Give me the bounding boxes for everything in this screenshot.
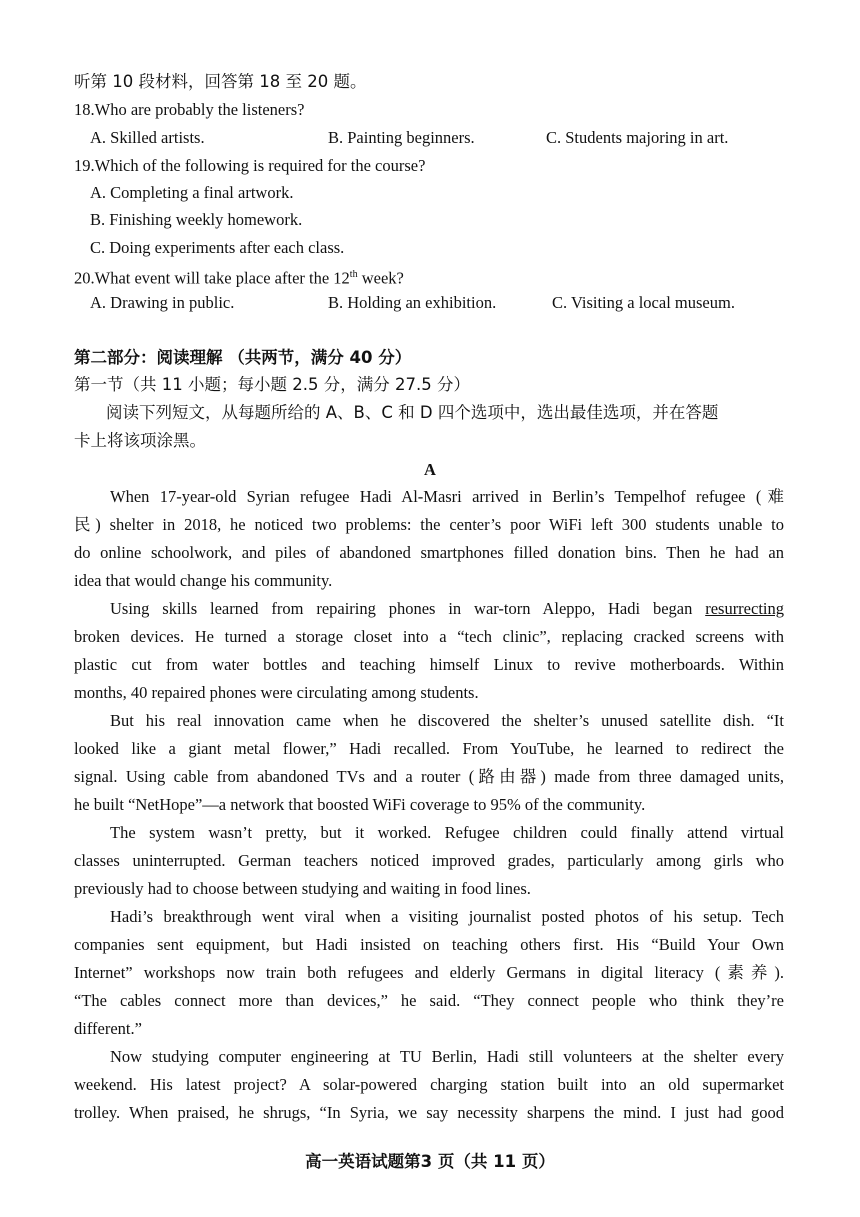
listening-instruction: 听第 10 段材料，回答第 18 至 20 题。 <box>74 72 367 91</box>
question-20-stem-text: 20.What event will take place after the 12 <box>74 268 350 288</box>
paragraph-5-line-1: Hadi’s breakthrough went viral when a visiting journalist posted photos of his setup. Tech <box>110 907 784 926</box>
paragraph-3-line-3: signal. Using cable from abandoned TVs and a router (路由器) made from three damaged units, <box>74 767 784 786</box>
question-18-stem: 18.Who are probably the listeners? <box>74 100 305 119</box>
paragraph-4-line-1: The system wasn’t pretty, but it worked. Refugee children could finally attend virtual <box>110 823 784 842</box>
underlined-word: resurrecting <box>705 599 784 618</box>
question-18-option-c: C. Students majoring in art. <box>546 128 729 147</box>
paragraph-2-line-1 <box>110 599 784 619</box>
paragraph-4-line-2: classes uninterrupted. German teachers noticed improved grades, particularly among girls who <box>74 851 784 870</box>
question-18-option-b: B. Painting beginners. <box>328 128 475 147</box>
paragraph-4-line-3: previously had to choose between studying and waiting in food lines. <box>74 879 531 898</box>
question-20-stem <box>74 265 404 289</box>
paragraph-5-line-4: “The cables connect more than devices,” he said. “They connect people who think they’re <box>74 991 784 1010</box>
passage-label: A <box>424 460 436 479</box>
paragraph-3-line-2: looked like a giant metal flower,” Hadi recalled. From YouTube, he learned to redirect the <box>74 739 784 758</box>
paragraph-1-line-3: do online schoolwork, and piles of abandoned smartphones filled donation bins. Then he had an <box>74 543 784 562</box>
paragraph-2-line-1-text: Using skills learned from repairing phones in war-torn Aleppo, Hadi began <box>110 599 706 618</box>
paragraph-6-line-2: weekend. His latest project? A solar-powered charging station built into an old supermarket <box>74 1075 784 1094</box>
ordinal-suffix: th <box>349 269 358 280</box>
question-20-option-c: C. Visiting a local museum. <box>552 293 735 312</box>
question-20-stem-end: week? <box>357 268 404 288</box>
question-18-option-a: A. Skilled artists. <box>90 128 205 147</box>
paragraph-2-line-4: months, 40 repaired phones were circulating among students. <box>74 683 479 702</box>
paragraph-1-line-4: idea that would change his community. <box>74 571 333 590</box>
paragraph-5-line-5: different.” <box>74 1019 142 1038</box>
reading-instruction-line-2: 卡上将该项涂黑。 <box>74 431 206 450</box>
page-footer: 高一英语试题第3 页（共 11 页） <box>305 1152 555 1171</box>
paragraph-5-line-3: Internet” workshops now train both refugees and elderly Germans in digital literacy (素养). <box>74 963 784 982</box>
question-19-option-a: A. Completing a final artwork. <box>90 183 294 202</box>
question-19-option-c: C. Doing experiments after each class. <box>90 238 345 257</box>
reading-instruction-line-1: 阅读下列短文，从每题所给的 A、B、C 和 D 四个选项中，选出最佳选项，并在答题 <box>106 403 719 422</box>
paragraph-1-line-1: When 17-year-old Syrian refugee Hadi Al-Masri arrived in Berlin’s Tempelhof refugee (难 <box>110 487 784 506</box>
paragraph-3-line-4: he built “NetHope”—a network that boosted WiFi coverage to 95% of the community. <box>74 795 646 814</box>
paragraph-2-line-3: plastic cut from water bottles and teaching himself Linux to revive motherboards. Within <box>74 655 784 674</box>
paragraph-5-line-2: companies sent equipment, but Hadi insisted on teaching others first. His “Build Your Own <box>74 935 784 954</box>
question-19-option-b: B. Finishing weekly homework. <box>90 210 303 229</box>
question-20-option-b: B. Holding an exhibition. <box>328 293 497 312</box>
paragraph-6-line-3: trolley. When praised, he shrugs, “In Syria, we say necessity sharpens the mind. I just had good <box>74 1103 784 1122</box>
question-20-option-a: A. Drawing in public. <box>90 293 235 312</box>
part-two-heading: 第二部分：阅读理解 （共两节，满分 40 分） <box>74 348 412 367</box>
paragraph-6-line-1: Now studying computer engineering at TU Berlin, Hadi still volunteers at the shelter every <box>110 1047 784 1066</box>
paragraph-1-line-2: 民) shelter in 2018, he noticed two problems: the center’s poor WiFi left 300 students unable to <box>74 515 784 534</box>
paragraph-2-line-2: broken devices. He turned a storage closet into a “tech clinic”, replacing cracked screens with <box>74 627 784 646</box>
question-19-stem: 19.Which of the following is required for the course? <box>74 156 426 175</box>
section-one-heading: 第一节（共 11 小题；每小题 2.5 分，满分 27.5 分） <box>74 375 470 394</box>
paragraph-3-line-1: But his real innovation came when he discovered the shelter’s unused satellite dish. “It <box>110 711 784 730</box>
